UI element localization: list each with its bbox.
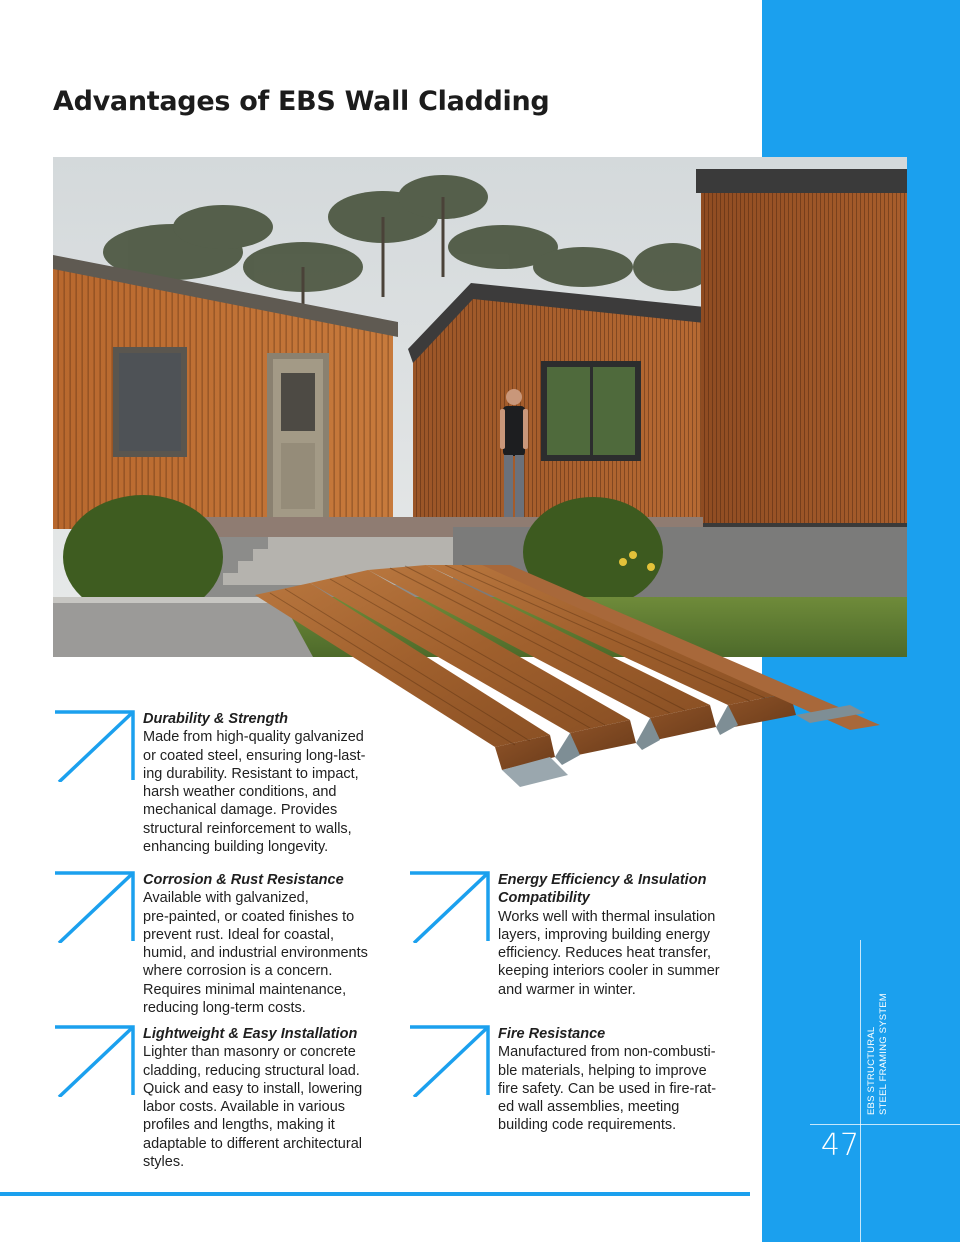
feature-title: Corrosion & Rust Resistance xyxy=(143,872,344,888)
feature-text-line: Available with galvanized, xyxy=(143,890,309,907)
arrow-icon xyxy=(408,871,490,943)
feature-title: Compatibility xyxy=(498,890,590,907)
bottom-accent-rule xyxy=(0,1192,750,1196)
feature-text-line: Made from high-quality galvanized xyxy=(143,729,364,746)
feature-lightweight xyxy=(53,1025,403,1175)
feature-corrosion xyxy=(53,871,403,1021)
feature-text-line: Lighter than masonry or concrete xyxy=(143,1044,356,1061)
feature-text-line: layers, improving building energy xyxy=(498,926,710,943)
feature-energy-efficiency xyxy=(408,871,758,1011)
feature-title: Durability & Strength xyxy=(143,711,289,727)
feature-text-line: humid, and industrial environments xyxy=(143,945,368,962)
feature-text-line: harsh weather conditions, and xyxy=(143,784,337,801)
feature-text-line: ble materials, helping to improve xyxy=(498,1062,707,1079)
arrow-icon xyxy=(53,871,135,943)
feature-title: Energy Efficiency & Insulation xyxy=(498,872,707,888)
feature-text-line: enhancing building longevity. xyxy=(143,839,329,856)
feature-text-line: Quick and easy to install, lowering xyxy=(143,1080,363,1097)
feature-text-line: where corrosion is a concern. xyxy=(143,963,333,980)
feature-text-line: and warmer in winter. xyxy=(498,981,636,998)
feature-text-line: styles. xyxy=(143,1154,185,1171)
feature-text-line: Manufactured from non-combusti- xyxy=(498,1044,716,1061)
feature-text-line: ed wall assemblies, meeting xyxy=(498,1099,680,1116)
arrow-icon xyxy=(53,710,135,782)
feature-text-line: labor costs. Available in various xyxy=(143,1099,346,1116)
side-caption-line-2: STEEL FRAMING SYSTEM xyxy=(878,993,889,1115)
side-caption xyxy=(866,993,890,1115)
side-divider-vertical xyxy=(860,940,861,1242)
feature-text-line: Works well with thermal insulation xyxy=(498,908,716,925)
feature-text-line: keeping interiors cooler in summer xyxy=(498,963,720,980)
feature-title: Lightweight & Easy Installation xyxy=(143,1026,358,1042)
side-caption-line-1: EBS STRUCTURAL xyxy=(866,1026,877,1115)
feature-text-line: pre-painted, or coated finishes to xyxy=(143,908,355,925)
arrow-icon xyxy=(408,1025,490,1097)
arrow-icon xyxy=(53,1025,135,1097)
feature-text-line: profiles and lengths, making it xyxy=(143,1117,335,1134)
feature-fire-resistance xyxy=(408,1025,758,1145)
feature-text-line: reducing long-term costs. xyxy=(143,1000,306,1017)
feature-text-line: efficiency. Reduces heat transfer, xyxy=(498,945,712,962)
feature-text-line: fire safety. Can be used in fire-rat- xyxy=(498,1080,717,1097)
feature-text-line: adaptable to different architectural xyxy=(143,1135,362,1152)
feature-text-line: ing durability. Resistant to impact, xyxy=(143,765,359,782)
feature-text-line: mechanical damage. Provides xyxy=(143,802,338,819)
feature-text-line: building code requirements. xyxy=(498,1117,677,1134)
feature-text-line: structural reinforcement to walls, xyxy=(143,820,352,837)
feature-text-line: prevent rust. Ideal for coastal, xyxy=(143,926,335,943)
feature-text-line: or coated steel, ensuring long-last- xyxy=(143,747,366,764)
page-number: 47 xyxy=(820,1128,860,1163)
feature-text-line: Requires minimal maintenance, xyxy=(143,981,347,998)
page-title: Advantages of EBS Wall Cladding xyxy=(53,86,550,117)
feature-text-line: cladding, reducing structural load. xyxy=(143,1062,360,1079)
feature-durability xyxy=(53,710,403,860)
feature-title: Fire Resistance xyxy=(498,1026,606,1042)
